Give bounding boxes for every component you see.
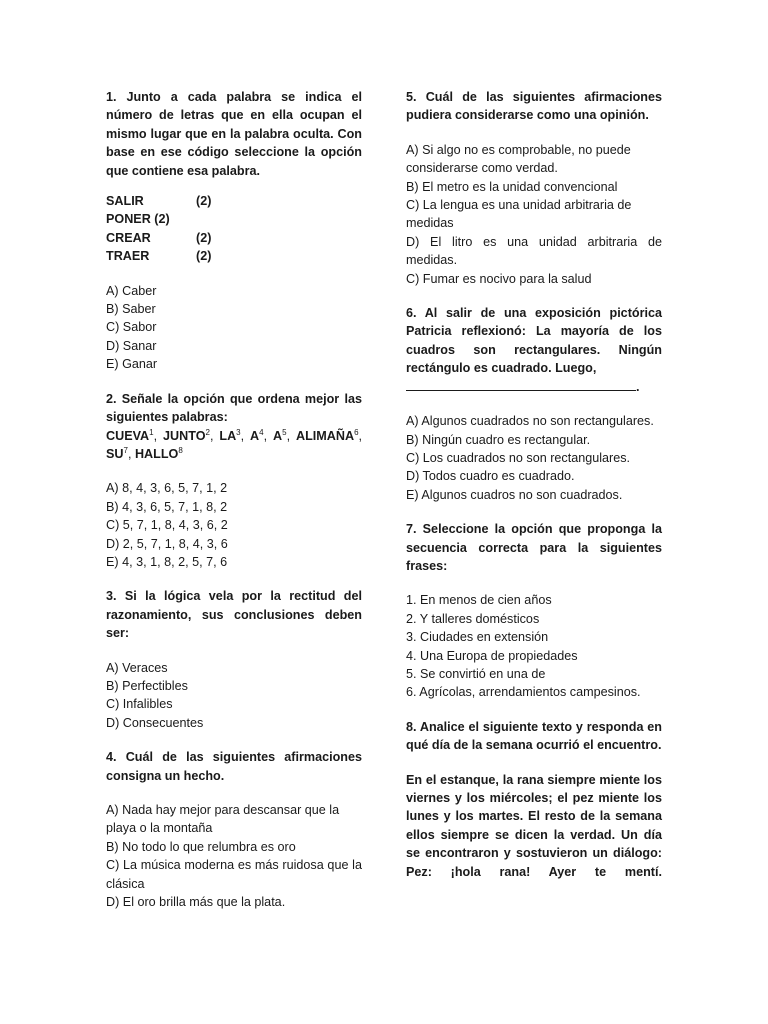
left-column — [106, 88, 362, 911]
question-2-text: 2. Señale la opción que ordena mejor las siguientes palabras: — [106, 391, 362, 425]
option: A) Nada hay mejor para descansar que la playa o la montaña — [106, 803, 340, 836]
question-6-options — [406, 412, 662, 504]
option: B) Ningún cuadro es rectangular. — [406, 432, 591, 447]
question-3-text: 3. Si la lógica vela por la rectitud del razonamiento, sus conclusiones deben ser: — [106, 589, 362, 641]
question-2-options — [106, 479, 362, 571]
option: C) La música moderna es más ruidosa que la clásica — [106, 858, 362, 891]
question-6-text: 6. Al salir de una exposición pictórica Patricia reflexionó: La mayoría de los cuadros son rectangulares. Ningún rectángulo es cuadrado. Luego, — [406, 306, 662, 376]
list-item: 2. Y talleres domésticos — [406, 611, 540, 626]
question-5-text: 5. Cuál de las siguientes afirmaciones pudiera considerarse como una opinión. — [406, 90, 662, 123]
list-item: 4. Una Europa de propiedades — [406, 648, 578, 663]
option: D) El oro brilla más que la plata. — [106, 895, 286, 910]
option: A) Algunos cuadrados no son rectangulares. — [406, 414, 654, 429]
question-4-options — [106, 801, 362, 911]
option: C) Infalibles — [106, 697, 173, 712]
option: B) No todo lo que relumbra es oro — [106, 839, 296, 854]
answer-blank: . — [406, 378, 662, 396]
list-item: 6. Agrícolas, arrendamientos campesinos. — [406, 685, 641, 700]
option: A) Veraces — [106, 660, 168, 675]
word-row: PONER (2) — [106, 212, 170, 227]
option: B) Saber — [106, 302, 156, 317]
option: D) Todos cuadro es cuadrado. — [406, 469, 575, 484]
question-5-options — [406, 141, 662, 288]
option: E) Ganar — [106, 357, 158, 372]
option: D) El litro es una unidad arbitraria de medidas. — [406, 234, 662, 268]
option: C) Fumar es nocivo para la salud — [406, 271, 592, 286]
question-3-options — [106, 659, 362, 733]
right-column — [406, 88, 662, 881]
option: E) 4, 3, 1, 8, 2, 5, 7, 6 — [106, 554, 228, 569]
question-8-text: 8. Analice el siguiente texto y responda en qué día de la semana ocurrió el encuentro. — [406, 719, 662, 753]
option: B) El metro es la unidad convencional — [406, 179, 618, 194]
option: A) Caber — [106, 283, 157, 298]
option: C) Sabor — [106, 320, 157, 335]
list-item: 5. Se convirtió en una de — [406, 666, 546, 681]
question-4-text: 4. Cuál de las siguientes afirmaciones consigna un hecho. — [106, 750, 362, 783]
word-row: SALIR (2) — [106, 194, 212, 209]
option: A) Si algo no es comprobable, no puede considerarse como verdad. — [406, 142, 631, 176]
word-row: TRAER (2) — [106, 249, 212, 264]
option: C) 5, 7, 1, 8, 4, 3, 6, 2 — [106, 518, 228, 533]
word-list — [106, 192, 362, 266]
option: D) Sanar — [106, 338, 157, 353]
option: B) 4, 3, 6, 5, 7, 1, 8, 2 — [106, 499, 228, 514]
option: D) 2, 5, 7, 1, 8, 4, 3, 6 — [106, 536, 228, 551]
option: E) Algunos cuadros no son cuadrados. — [406, 487, 623, 502]
question-2-words: CUEVA$^1$, JUNTO$^2$, $LA^3$, $A^4$, $A^5$, ALIMAÑA$^6$, $SU^7$, HALLO$^8$ — [106, 427, 363, 461]
option: B) Perfectibles — [106, 678, 188, 693]
question-8-passage: En el estanque, la rana siempre miente los viernes y los miércoles; el pez miente los lunes y los martes. El resto de la semana ellos siempre se dicen la verdad. Un día se encontraron y sostuvieron un diálogo: Pez: ¡hola rana! Ayer te mentí. — [406, 772, 662, 879]
option: C) La lengua es una unidad arbitraria de medidas — [406, 198, 632, 231]
word-row: CREAR (2) — [106, 230, 212, 245]
list-item: 1. En menos de cien años — [406, 593, 552, 608]
question-1-text: 1. Junto a cada palabra se indica el número de letras que en ella ocupan el mismo lugar que en la palabra oculta. Con base en ese código seleccione la opción que contiene esa palabra. — [106, 90, 362, 178]
option: D) Consecuentes — [106, 715, 204, 730]
list-item: 3. Ciudades en extensión — [406, 630, 549, 645]
question-7-text: 7. Seleccione la opción que proponga la secuencia correcta para la siguientes frases: — [406, 522, 662, 573]
blank-line — [406, 378, 636, 391]
question-7-items — [406, 591, 662, 701]
option: C) Los cuadrados no son rectangulares. — [406, 450, 631, 465]
question-1-options — [106, 282, 362, 374]
option: A) 8, 4, 3, 6, 5, 7, 1, 2 — [106, 481, 228, 496]
